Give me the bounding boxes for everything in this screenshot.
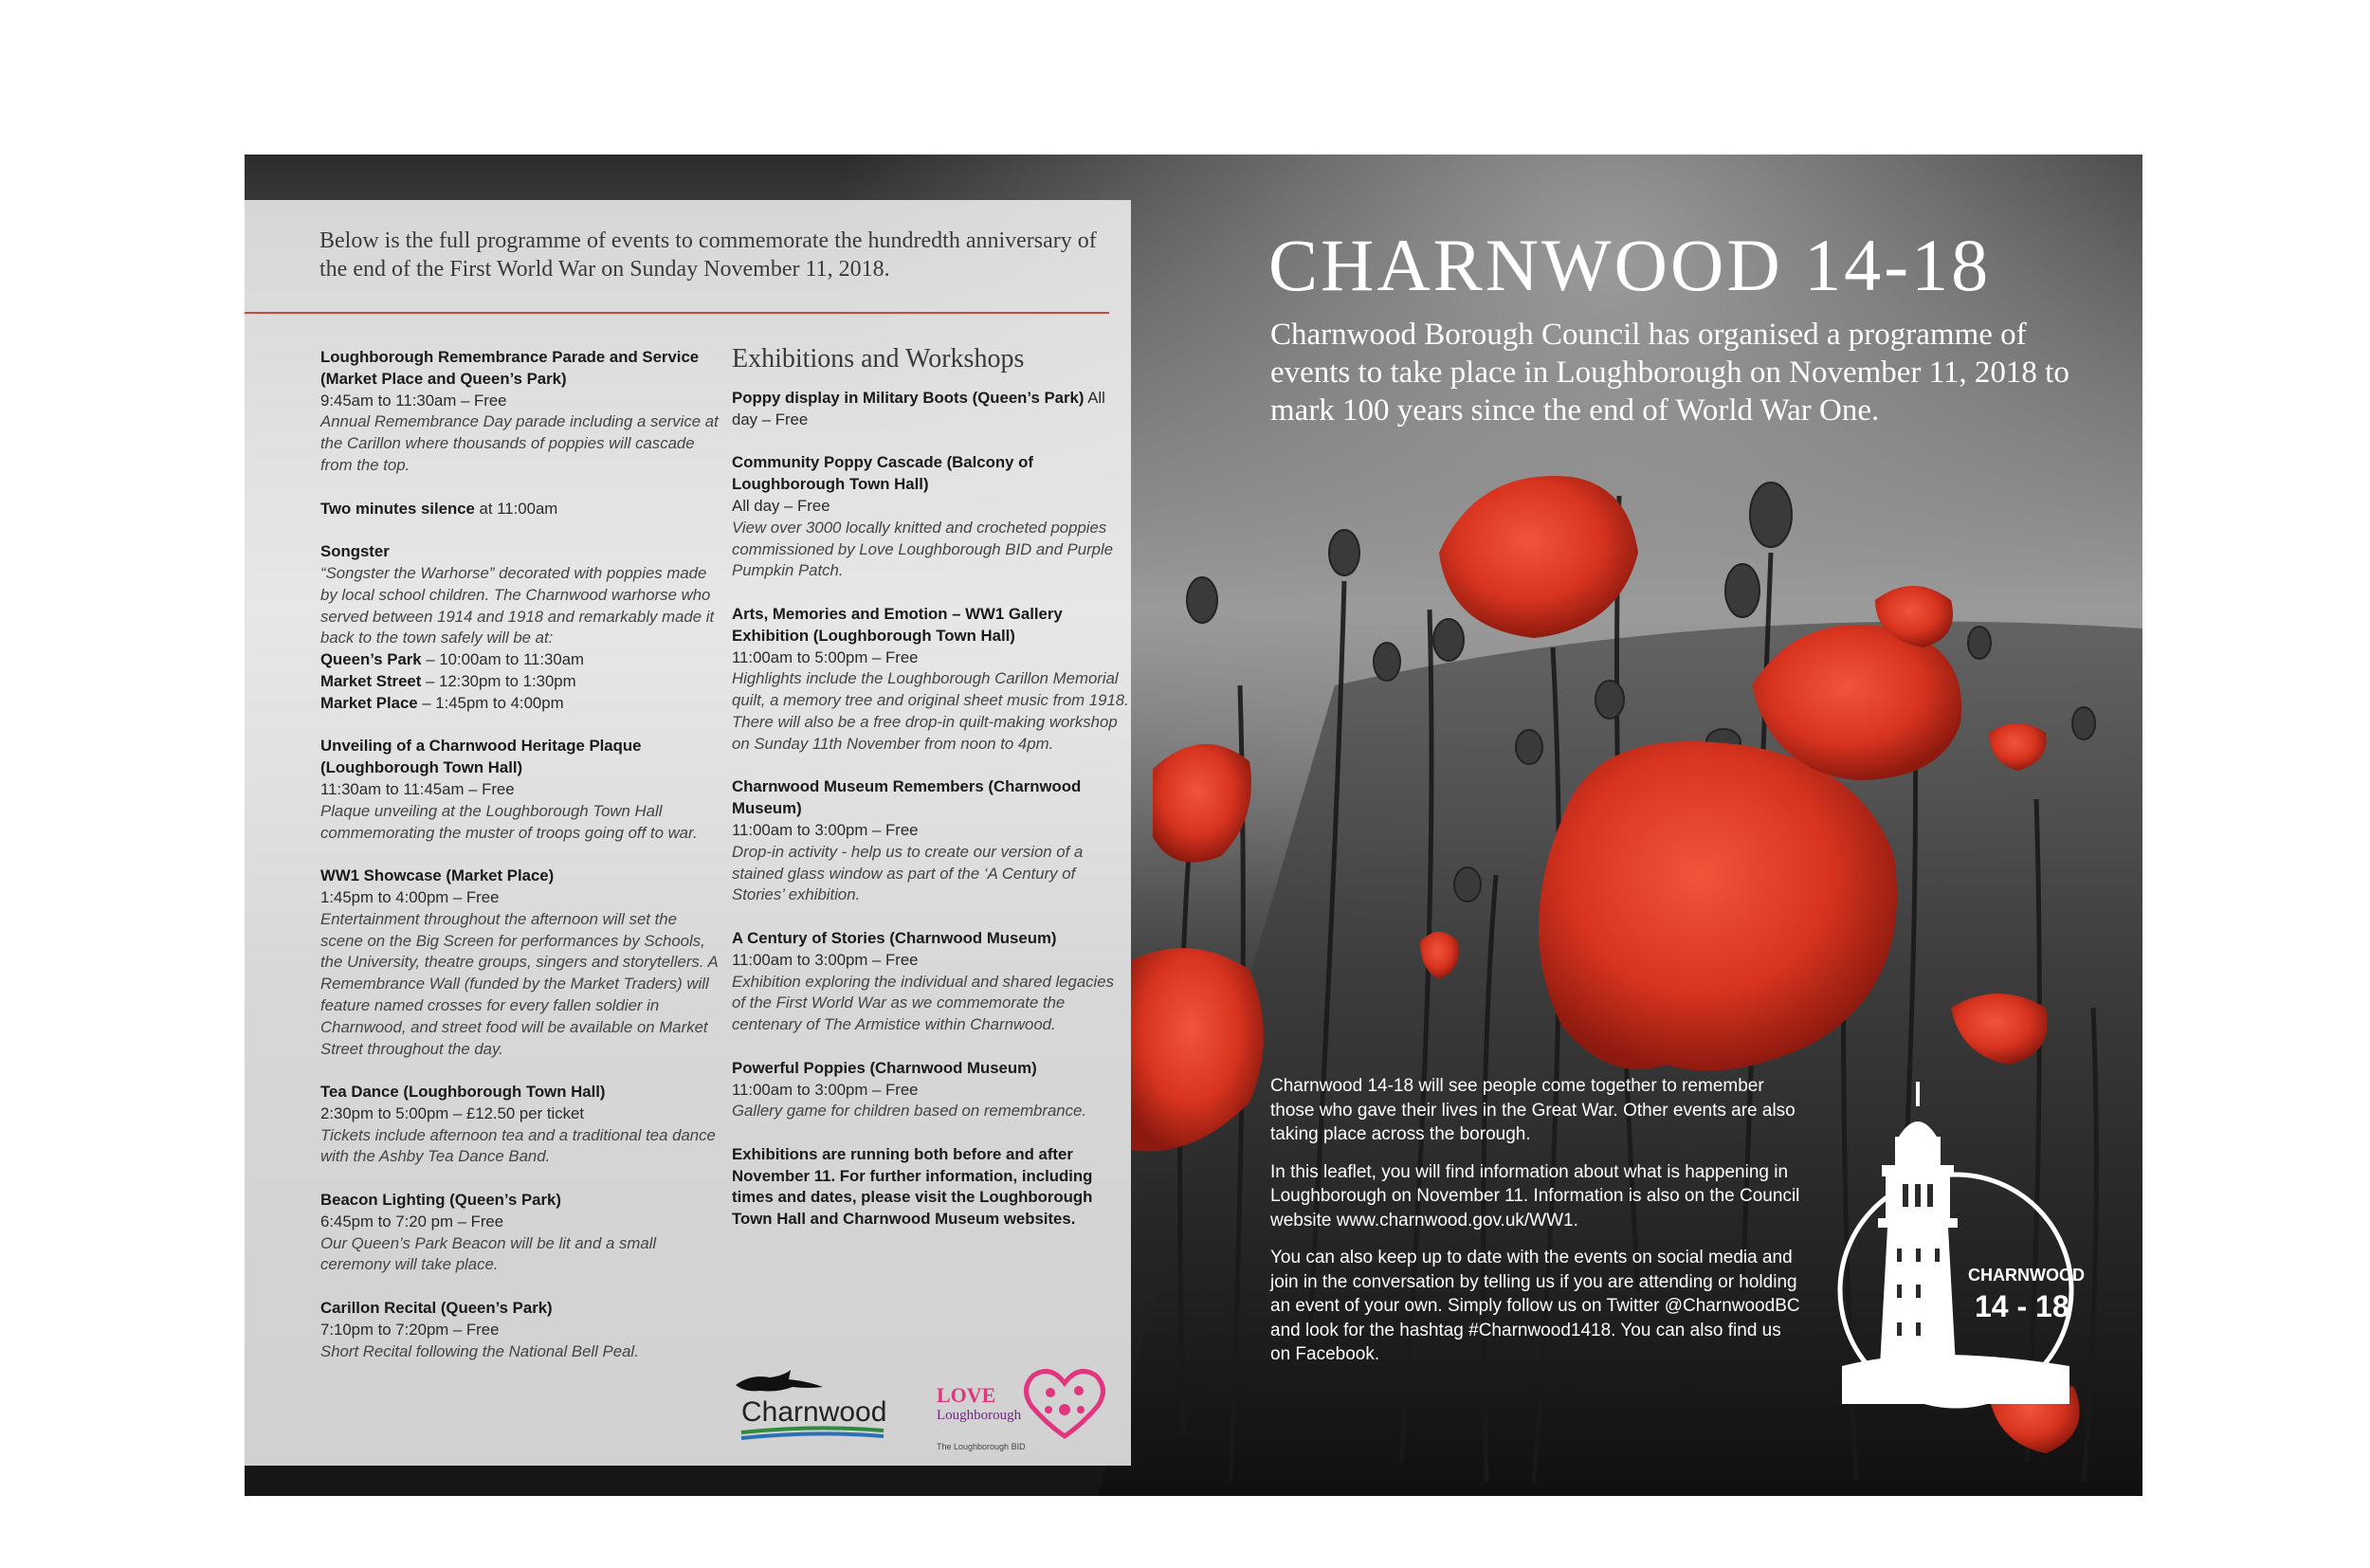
events-column-2 xyxy=(732,388,1130,1252)
location-name: Market Street xyxy=(320,671,422,690)
event-time: 7:10pm to 7:20pm – Free xyxy=(320,1320,500,1339)
event-description: Short Recital following the National Bell Peal. xyxy=(320,1341,639,1360)
event-time: 2:30pm to 5:00pm – £12.50 per ticket xyxy=(320,1103,584,1122)
events-column-1 xyxy=(320,347,719,1384)
intro-text: Below is the full programme of events to commemorate the hundredth anniversary of the end of the First World War on Sunday November 11, 2018. xyxy=(319,228,1097,282)
love-logo-subtext: Loughborough xyxy=(937,1408,1022,1423)
location-name: Queen’s Park xyxy=(320,650,422,669)
exhibitions-note-text: Exhibitions are running both before and after November 11. For further information, including times and dates, please visit the Loughborough Town Hall and Charnwood Museum websites. xyxy=(732,1144,1093,1229)
event-item xyxy=(320,347,719,477)
event-time: 6:45pm to 7:20 pm – Free xyxy=(320,1212,504,1231)
event-time: 11:00am to 5:00pm – Free xyxy=(732,647,919,666)
event-description: Highlights include the Loughborough Carillon Memorial quilt, a memory tree and original sheet music from 1918. There will also be a free drop-in quilt-making workshop on Sunday 11th November from noon to 4pm. xyxy=(732,669,1129,753)
love-logo-text: LOVE xyxy=(937,1383,996,1407)
event-title: Loughborough Remembrance Parade and Service (Market Place and Queen’s Park) xyxy=(320,348,700,388)
info-paragraph: In this leaflet, you will find information about what is happening in Loughborough on November 11. Information is also on the Council website www.charnwood.gov.uk/WW1. xyxy=(1270,1161,1800,1231)
event-item xyxy=(320,499,719,520)
location-time: – 10:00am to 11:30am xyxy=(421,650,584,669)
event-title: A Century of Stories (Charnwood Museum) xyxy=(732,928,1057,947)
event-time: All day – Free xyxy=(732,496,830,515)
event-description: Annual Remembrance Day parade including a service at the Carillon where thousands of poppies will cascade from the top. xyxy=(320,412,719,474)
event-description: Drop-in activity - help us to create our version of a stained glass window as part of the ‘A Century of Stories’ exhibition. xyxy=(732,842,1084,904)
fox-icon xyxy=(736,1370,823,1392)
event-title: Carillon Recital (Queen’s Park) xyxy=(320,1299,553,1318)
event-title: Arts, Memories and Emotion – WW1 Gallery Exhibition (Loughborough Town Hall) xyxy=(732,604,1063,645)
event-time: 11:00am to 3:00pm – Free xyxy=(732,950,919,969)
badge-line-1: CHARNWOOD xyxy=(1968,1266,2085,1285)
event-description: Exhibition exploring the individual and shared legacies of the First World War as we commemorate the centenary of The Armistice within Charnwood. xyxy=(732,972,1115,1034)
subtitle: Charnwood Borough Council has organised a programme of events to take place in Loughborough on November 11, 2018 to mark 100 years since the end of World War One. xyxy=(1270,318,2069,428)
charnwood-14-18-badge xyxy=(1814,1082,2085,1413)
main-title: CHARNWOOD 14-18 xyxy=(1268,224,1992,306)
event-title: Community Poppy Cascade (Balcony of Loughborough Town Hall) xyxy=(732,453,1033,494)
event-time: 9:45am to 11:30am – Free xyxy=(320,391,507,410)
badge-line-2: 14 - 18 xyxy=(1975,1289,2069,1323)
info-paragraph: You can also keep up to date with the events on social media and join in the conversation by telling us if you are attending or holding an event of your own. Simply follow us on Twitter @CharnwoodBC and look for the hashtag #Charnwood1418. You can also find us on Facebook. xyxy=(1270,1248,1800,1364)
exhibitions-note xyxy=(732,1144,1130,1231)
charnwood-logo-text: Charnwood xyxy=(741,1396,887,1428)
divider xyxy=(245,312,1109,314)
love-loughborough-logo xyxy=(937,1364,1117,1459)
event-item xyxy=(732,452,1130,582)
event-title: WW1 Showcase (Market Place) xyxy=(320,866,555,885)
event-item xyxy=(320,736,719,844)
event-description: Our Queen’s Park Beacon will be lit and a small ceremony will take place. xyxy=(320,1233,657,1274)
event-item xyxy=(732,388,1130,431)
event-description: Tickets include afternoon tea and a traditional tea dance with the Ashby Tea Dance Band. xyxy=(320,1125,716,1166)
event-title: Two minutes silence xyxy=(320,499,475,518)
event-item xyxy=(320,541,719,714)
event-item xyxy=(732,1058,1130,1122)
event-time: 1:45pm to 4:00pm – Free xyxy=(320,887,500,906)
love-logo-caption: The Loughborough BID xyxy=(937,1442,1026,1451)
event-item xyxy=(732,776,1130,906)
leaflet xyxy=(245,155,2142,1496)
event-title: Poppy display in Military Boots (Queen’s Park) xyxy=(732,389,1085,407)
location-time: – 1:45pm to 4:00pm xyxy=(417,693,564,712)
location-time: – 12:30pm to 1:30pm xyxy=(421,671,576,690)
event-title: Powerful Poppies (Charnwood Museum) xyxy=(732,1058,1037,1077)
event-time: All day – Free xyxy=(732,389,1105,428)
event-item xyxy=(732,604,1130,756)
event-item xyxy=(320,866,719,1060)
workshops-heading: Exhibitions and Workshops xyxy=(732,344,1025,374)
event-description: Entertainment throughout the afternoon will set the scene on the Big Screen for performances by Schools, the University, theatre groups, singers and storytellers. A Remembrance Wall (funded by the Market Traders) will feature named crosses for every fallen soldier in Charnwood, and street food will be available on Market Street throughout the day. xyxy=(320,909,719,1058)
event-title: Charnwood Museum Remembers (Charnwood Museum) xyxy=(732,777,1082,818)
event-item xyxy=(320,1190,719,1276)
event-description: “Songster the Warhorse” decorated with poppies made by local school children. The Charnwood warhorse who served between 1914 and 1918 and remarkably made it back to the town safely will be at: xyxy=(320,563,715,647)
event-time: 11:00am to 3:00pm – Free xyxy=(732,820,919,839)
event-time: 11:00am to 3:00pm – Free xyxy=(732,1080,919,1099)
event-item xyxy=(732,928,1130,1036)
info-text xyxy=(1270,1074,1801,1380)
heart-icon xyxy=(1026,1372,1103,1437)
event-title: Tea Dance (Loughborough Town Hall) xyxy=(320,1083,606,1102)
event-item xyxy=(320,1082,719,1168)
info-paragraph: Charnwood 14-18 will see people come together to remember those who gave their lives in the Great War. Other events are also taking place across the borough. xyxy=(1270,1076,1796,1144)
event-description: Plaque unveiling at the Loughborough Town Hall commemorating the muster of troops going off to war. xyxy=(320,801,698,842)
event-title: Beacon Lighting (Queen’s Park) xyxy=(320,1191,561,1210)
event-description: View over 3000 locally knitted and crocheted poppies commissioned by Love Loughborough BID and Purple Pumpkin Patch. xyxy=(732,518,1114,580)
programme-panel xyxy=(245,200,1131,1466)
event-time: at 11:00am xyxy=(474,499,558,518)
event-time: 11:30am to 11:45am – Free xyxy=(320,779,515,798)
charnwood-logo xyxy=(732,1366,912,1442)
event-title: Unveiling of a Charnwood Heritage Plaque (Loughborough Town Hall) xyxy=(320,737,642,777)
tower-icon xyxy=(1842,1082,2069,1404)
event-description: Gallery game for children based on remembrance. xyxy=(732,1102,1087,1121)
event-item xyxy=(320,1298,719,1362)
location-name: Market Place xyxy=(320,693,418,712)
event-title: Songster xyxy=(320,542,390,561)
